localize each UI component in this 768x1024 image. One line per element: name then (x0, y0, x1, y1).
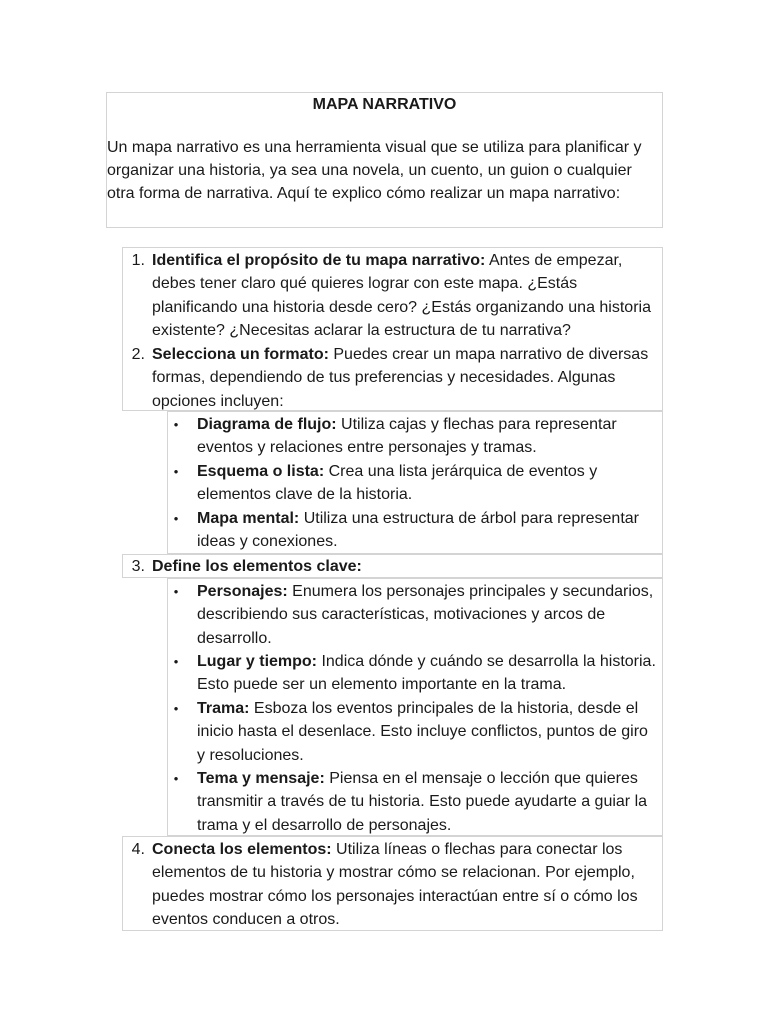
intro-paragraph: Un mapa narrativo es una herramienta visual que se utiliza para planificar y organizar una historia, ya sea una novela, un cuento, un guion o cualquier otra forma de narrativa. Aquí te explico cómo realizar un mapa narrativo: (107, 139, 642, 203)
step-number: 1. (131, 252, 145, 269)
step-item (152, 249, 662, 343)
step-number: 4. (131, 841, 145, 858)
list-item (197, 507, 659, 554)
step-text: Puedes crear un mapa narrativo de diversas formas, dependiendo de tus preferencias y necesidades. Algunas opciones incluyen: (152, 346, 649, 410)
bullet-icon: • (173, 584, 179, 599)
bullet-icon: • (173, 417, 179, 432)
list-item (197, 460, 659, 507)
list-item (197, 767, 659, 837)
list-item-heading: Lugar y tiempo: (197, 653, 318, 670)
bullet-icon: • (173, 654, 179, 669)
document-title: MAPA NARRATIVO (312, 96, 457, 113)
step-heading: Identifica el propósito de tu mapa narrativo: (152, 252, 486, 269)
list-item (197, 650, 659, 697)
list-item-heading: Personajes: (197, 583, 288, 600)
step-heading: Selecciona un formato: (152, 346, 329, 363)
list-item-text: Indica dónde y cuándo se desarrolla la historia. Esto puede ser un elemento importante en la trama. (197, 653, 656, 694)
list-item-heading: Esquema o lista: (197, 463, 325, 480)
step-number: 3. (131, 558, 145, 575)
step-text: Utiliza líneas o flechas para conectar los elementos de tu historia y mostrar cómo se relacionan. Por ejemplo, puedes mostrar cómo los personajes interactúan entre sí o cómo los eventos conducen a otros. (152, 841, 638, 929)
step-text: Antes de empezar, debes tener claro qué quieres lograr con este mapa. ¿Estás planificando una historia desde cero? ¿Estás organizando una historia existente? ¿Necesitas aclarar la estructura de tu narrativa? (152, 252, 651, 340)
bullet-icon: • (173, 771, 179, 786)
step-item (152, 838, 662, 932)
list-item (197, 697, 659, 767)
list-item-heading: Tema y mensaje: (197, 770, 325, 787)
list-item-text: Utiliza cajas y flechas para representar eventos y relaciones entre personajes y tramas. (197, 416, 617, 457)
list-item-heading: Diagrama de flujo: (197, 416, 337, 433)
step-heading: Conecta los elementos: (152, 841, 332, 858)
list-item-text: Crea una lista jerárquica de eventos y elementos clave de la historia. (197, 463, 598, 504)
list-item (197, 413, 659, 460)
bullet-icon: • (173, 511, 179, 526)
list-item-text: Piensa en el mensaje o lección que quieres transmitir a través de tu historia. Esto puede ayudarte a guiar la trama y el desarrollo de personajes. (197, 770, 648, 834)
step-item (152, 343, 652, 413)
step-item (152, 555, 652, 578)
list-item-heading: Trama: (197, 700, 250, 717)
list-item-text: Esboza los eventos principales de la historia, desde el inicio hasta el desenlace. Esto incluye conflictos, puntos de giro y resoluciones. (197, 700, 648, 764)
step-heading: Define los elementos clave: (152, 558, 362, 575)
bullet-icon: • (173, 701, 179, 716)
step-number: 2. (131, 346, 145, 363)
bullet-icon: • (173, 464, 179, 479)
list-item (197, 580, 659, 650)
list-item-text: Utiliza una estructura de árbol para representar ideas y conexiones. (197, 510, 639, 551)
list-item-heading: Mapa mental: (197, 510, 300, 527)
list-item-text: Enumera los personajes principales y secundarios, describiendo sus características, motivaciones y arcos de desarrollo. (197, 583, 654, 647)
